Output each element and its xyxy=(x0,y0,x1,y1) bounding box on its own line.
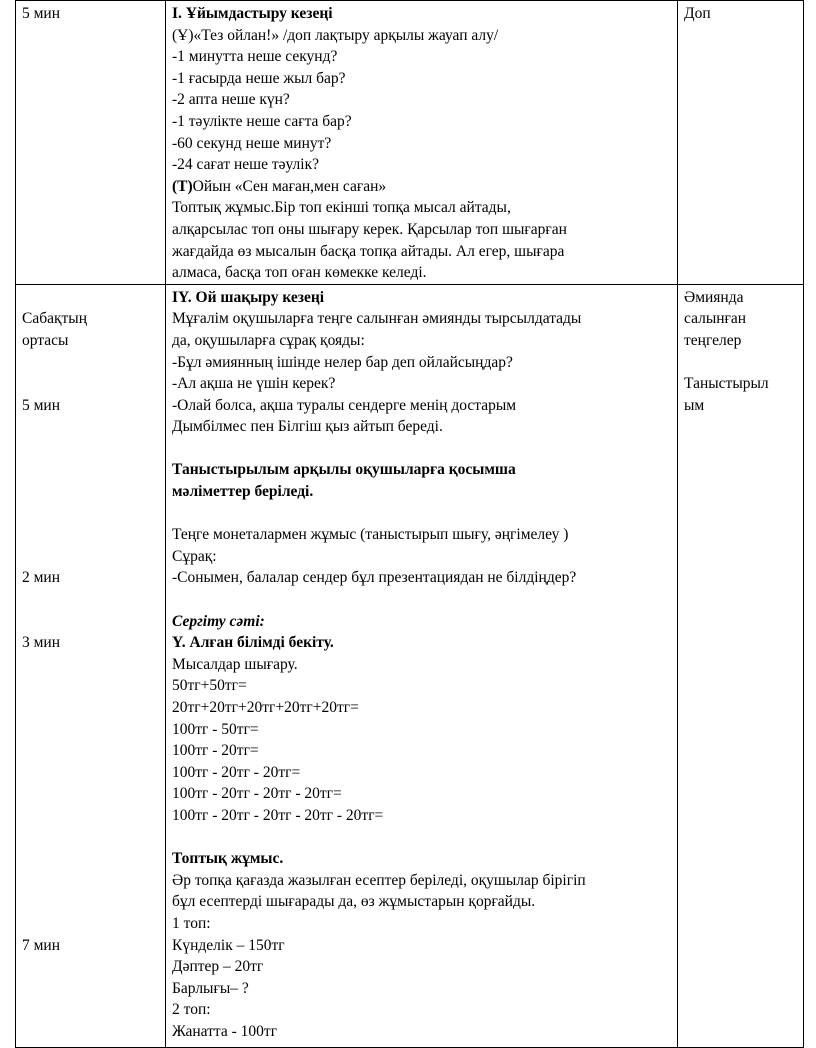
lesson-plan-page xyxy=(15,0,803,1040)
game-text: Ойын «Сен маған,мен саған» xyxy=(192,177,387,195)
example-line: 50тг+50тг= xyxy=(172,677,247,695)
intro-line: Мұғалім оқушыларға теңге салынған әмиянды тырсылдатады xyxy=(172,310,582,328)
time-label: 5 мин xyxy=(22,396,61,414)
time-label: 5 мин xyxy=(22,5,61,22)
resource-label: ым xyxy=(684,396,705,414)
resource-label: теңгелер xyxy=(684,331,742,349)
group-line: Барлығы– ? xyxy=(172,979,249,997)
game-prefix: (Т) xyxy=(172,177,193,195)
example-line: 100тг - 20тг - 20тг - 20тг= xyxy=(172,785,342,803)
coins-line: Теңге монеталармен жұмыс (таныстырып шығу, әңгімелеу ) xyxy=(172,526,569,544)
activity-line: -1 ғасырда неше жыл бар? xyxy=(172,69,346,87)
activity-line: (Ұ)«Тез ойлан!» /доп лақтыру арқылы жауап алу/ xyxy=(172,26,499,44)
group-line: Жанатта - 100тг xyxy=(172,1022,278,1040)
resource-cell xyxy=(678,1,804,285)
time-label: 2 мин xyxy=(22,569,61,587)
stage-title: I. Ұйымдастыру кезеңі xyxy=(172,5,333,22)
group-line: Дәптер – 20тг xyxy=(172,958,264,976)
activity-line: -1 минутта неше секунд? xyxy=(172,48,338,66)
resource-label: салынған xyxy=(684,310,747,328)
examples-title: Мысалдар шығару. xyxy=(172,655,298,673)
time-cell xyxy=(16,1,166,285)
resource-label: Доп xyxy=(684,5,711,22)
table-row-organizational xyxy=(16,1,804,285)
intro-line: -Бұл әмиянның ішінде нелер бар деп ойлайсыңдар? xyxy=(172,353,513,371)
coins-line: Сұрақ: xyxy=(172,547,217,565)
intro-line: Дымбілмес пен Білгіш қыз айтып береді. xyxy=(172,418,443,436)
example-line: 100тг - 20тг - 20тг - 20тг - 20тг= xyxy=(172,806,384,824)
resource-cell xyxy=(678,284,804,1047)
info-line: Таныстырылым арқылы оқушыларға қосымша xyxy=(172,461,516,479)
time-cell xyxy=(16,284,166,1047)
activity-line: -2 апта неше күн? xyxy=(172,91,290,109)
coins-line: -Сонымен, балалар сендер бұл презентациядан не білдіңдер? xyxy=(172,569,577,587)
time-label: 7 мин xyxy=(22,936,61,954)
activity-cell xyxy=(166,284,678,1047)
example-line: 20тг+20тг+20тг+20тг+20тг= xyxy=(172,699,359,716)
info-line: мәліметтер беріледі. xyxy=(172,483,314,501)
stage-name: Сабақтың xyxy=(22,310,87,328)
group-line: бұл есептерді шығарады да, өз жұмыстарын қорғайды. xyxy=(172,893,536,911)
group-title: Топтық жұмыс. xyxy=(172,850,284,868)
example-line: 100тг - 20тг= xyxy=(172,742,259,760)
table-row-main xyxy=(16,284,804,1047)
paragraph-line: жағдайда өз мысалын басқа топқа айтады. Ал егер, шығара xyxy=(172,242,565,260)
paragraph-line: алқарсылас топ оны шығару керек. Қарсылар топ шығарған xyxy=(172,220,567,238)
group-line: 1 топ: xyxy=(172,914,211,932)
example-line: 100тг - 20тг - 20тг= xyxy=(172,763,301,781)
sergitu-label: Сергіту сәті: xyxy=(172,612,265,630)
resource-label: Таныстырыл xyxy=(684,375,769,393)
activity-cell xyxy=(166,1,678,285)
stage-name: ортасы xyxy=(22,331,69,349)
stage-title: Y. Алған білімді бекіту. xyxy=(172,634,334,652)
example-line: 100тг - 50тг= xyxy=(172,720,259,738)
group-line: Әр топқа қағазда жазылған есептер беріледі, оқушылар бірігіп xyxy=(172,871,586,889)
group-line: 2 топ: xyxy=(172,1001,211,1019)
intro-line: -Ал ақша не үшін керек? xyxy=(172,375,336,393)
paragraph-line: алмаса, басқа топ оған көмекке келеді. xyxy=(172,264,427,282)
activity-line: -1 тәулікте неше сағта бар? xyxy=(172,112,352,130)
group-line: Күнделік – 150тг xyxy=(172,936,285,954)
resource-label: Әмиянда xyxy=(684,288,744,306)
lesson-plan-table xyxy=(15,0,804,1048)
game-line xyxy=(172,176,671,198)
intro-line: да, оқушыларға сұрақ қояды: xyxy=(172,331,365,349)
intro-line: -Олай болса, ақша туралы сендерге менің достарым xyxy=(172,396,517,414)
stage-title: IY. Ой шақыру кезеңі xyxy=(172,288,325,306)
activity-line: -24 сағат неше тәулік? xyxy=(172,156,320,174)
time-label: 3 мин xyxy=(22,634,61,652)
paragraph-line: Топтық жұмыс.Бір топ екінші топқа мысал айтады, xyxy=(172,199,511,217)
activity-line: -60 секунд неше минут? xyxy=(172,134,332,152)
